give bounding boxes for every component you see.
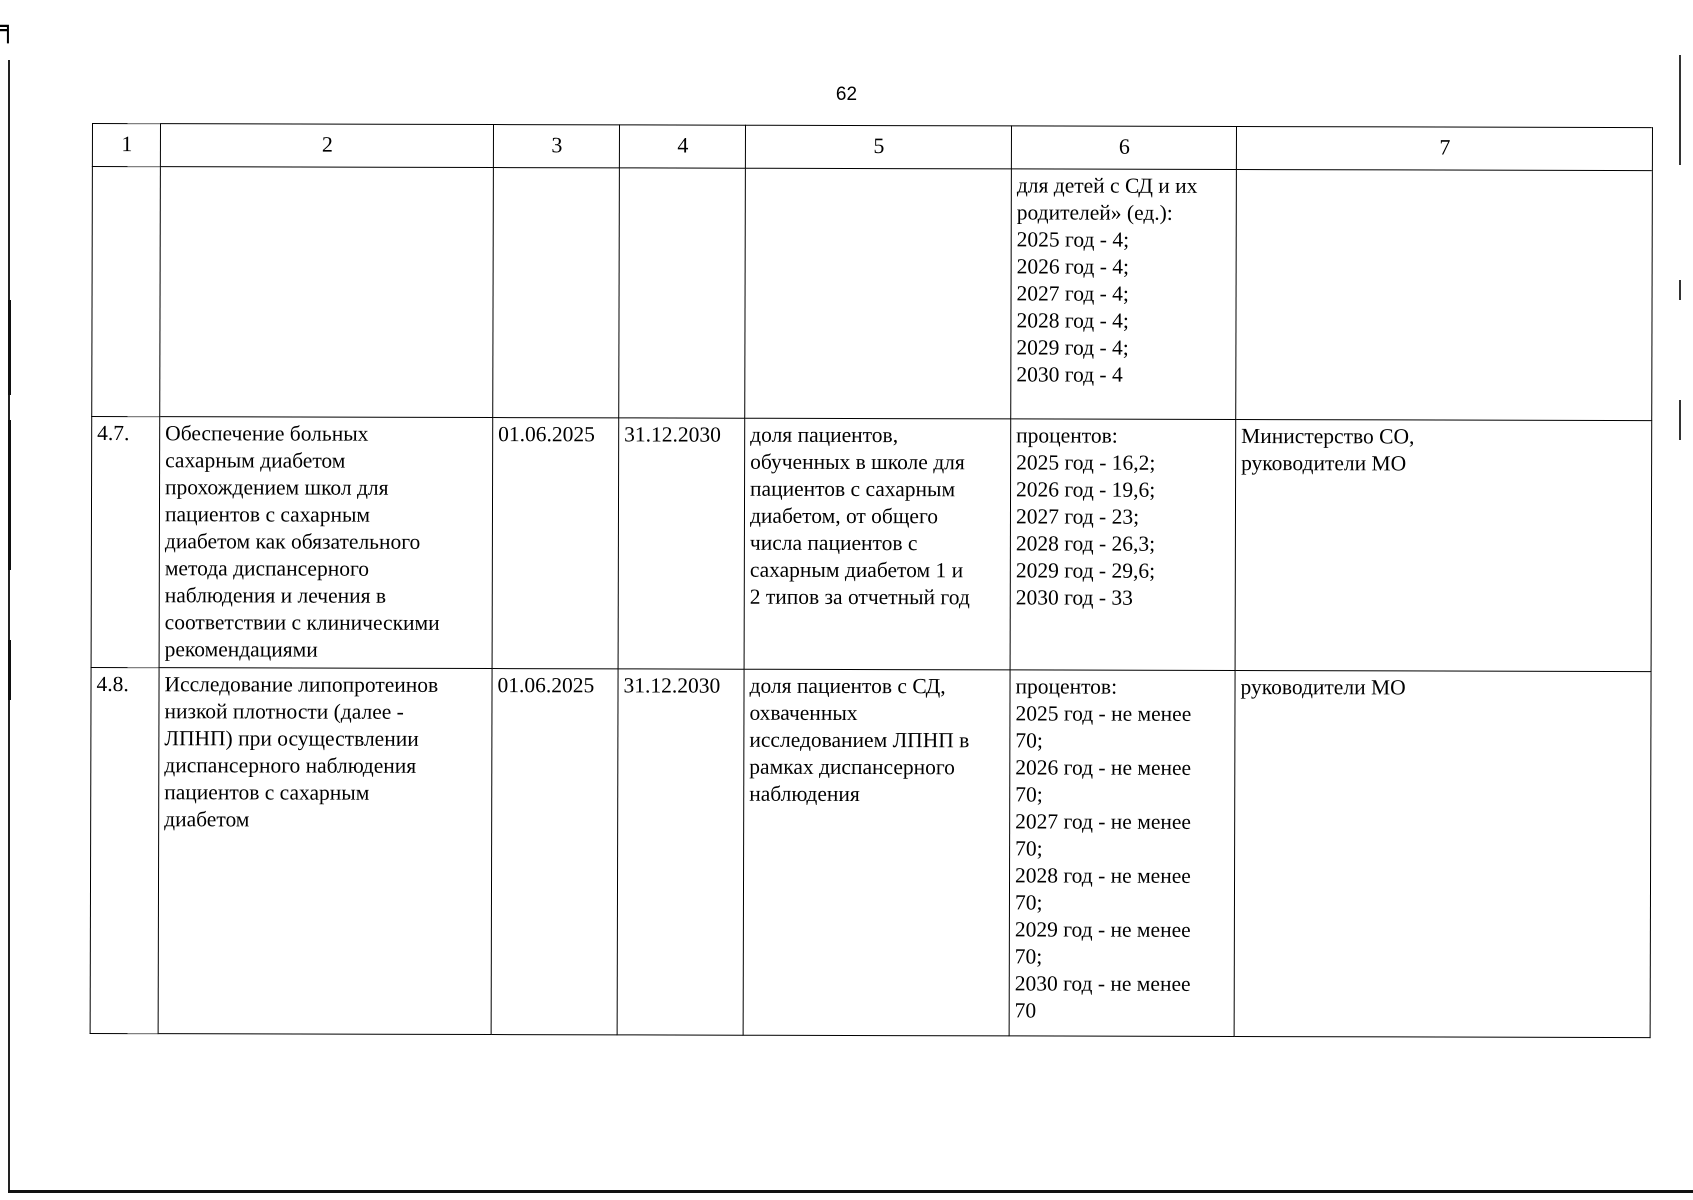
cell-line: ЛПНП) при осуществлении [164,726,419,751]
cell-event [159,417,493,669]
cell-line: 2030 год - 4 [1016,362,1123,387]
cell-responsible [1235,419,1652,671]
cell-end-date-text: 31.12.2030 [624,422,721,447]
scan-artifact [1679,55,1681,165]
table-row [90,667,1651,1037]
cell-line: исследованием ЛПНП в [749,727,970,753]
cell-line: Министерство СО, [1241,424,1415,449]
cell-line: 70; [1014,890,1043,915]
cell-line: диспансерного наблюдения [164,753,417,778]
cell-line: для детей с СД и их [1016,173,1198,198]
cell-line: Исследование липопротеинов [164,672,439,697]
cell-line: сахарным диабетом [165,448,346,473]
cell-line: диабетом, от общего [749,503,939,529]
cell-event [158,668,492,1035]
cell-event [160,167,494,418]
cell-line: обученных в школе для [750,449,965,475]
scan-artifact [8,300,11,395]
cell-line: охваченных [749,700,858,726]
cell-start-date [491,669,618,1035]
cell-line: 2026 год - не менее [1015,755,1192,780]
cell-line: руководители МО [1241,451,1407,476]
scan-artifact [1679,400,1681,440]
cell-line: 2027 год - 4; [1016,281,1129,306]
cell-start-date [492,418,619,669]
scan-artifact [8,420,11,570]
cell-line: 2 типов за отчетный год [749,584,970,610]
cell-number [90,667,159,1033]
cell-line: сахарным диабетом 1 и [749,557,964,583]
cell-line: 70; [1015,782,1043,807]
scan-border-left [8,60,10,1192]
cell-line: наблюдения и лечения в [164,583,387,608]
scan-artifact [8,640,11,700]
cell-target-values [1010,419,1236,671]
cell-line: числа пациентов с [749,530,918,556]
cell-number [91,417,160,668]
cell-line: доля пациентов с СД, [749,673,946,699]
scan-border-bottom [8,1190,1693,1193]
cell-line: диабетом как обязательного [164,529,421,554]
cell-line: пациентов с сахарным [164,502,371,527]
cell-number-text: 4.8. [96,672,129,697]
cell-line: рамках диспансерного [749,754,955,780]
cell-line: 70; [1014,944,1043,969]
header-col-5: 5 [745,125,1011,169]
header-col-6: 6 [1011,126,1236,170]
header-col-2: 2 [160,124,493,168]
cell-responsible [1236,169,1653,420]
cell-line: наблюдения [749,781,860,807]
cell-line: 2028 год - не менее [1015,863,1191,888]
cell-indicator [743,669,1010,1036]
cell-line: 2025 год - не менее [1015,701,1192,726]
cell-indicator [745,168,1012,419]
cell-indicator [744,418,1011,670]
cell-line: 70; [1015,836,1043,861]
cell-start-date [493,168,620,418]
cell-line: 70; [1015,728,1043,753]
scan-corner-mark: ╕ [0,14,16,44]
cell-number [92,167,161,417]
cell-line: пациентов с сахарным [750,476,956,502]
scan-artifact [1679,280,1681,300]
cell-line: прохождением школ для [165,475,389,500]
header-col-7: 7 [1236,126,1652,170]
cell-line: 2025 год - 16,2; [1016,450,1156,475]
cell-start-date-text: 01.06.2025 [497,673,595,698]
cell-line: 2027 год - не менее [1015,809,1192,834]
cell-line: 2025 год - 4; [1016,227,1130,252]
cell-line: процентов: [1015,674,1118,699]
cell-line: пациентов с сахарным [164,780,370,805]
cell-line: низкой плотности (далее - [164,699,404,724]
cell-line: процентов: [1016,423,1118,448]
cell-end-date [619,168,746,418]
table-row [92,167,1653,421]
cell-line: руководители МО [1240,675,1406,700]
cell-end-date [618,418,745,669]
cell-line: 2029 год - не менее [1014,917,1191,942]
header-col-1: 1 [92,124,160,167]
cell-line: 2028 год - 26,3; [1015,531,1156,556]
cell-line: 2030 год - 33 [1015,585,1133,610]
cell-number-text: 4.7. [97,421,130,446]
header-col-4: 4 [619,125,745,168]
cell-target-values [1009,670,1235,1037]
measures-table [90,123,1653,1038]
cell-line: соответствии с клиническими [164,610,440,635]
cell-line: Обеспечение больных [165,421,369,446]
cell-target-values [1011,169,1237,420]
table-row [91,417,1652,672]
cell-end-date-text: 31.12.2030 [623,673,721,698]
cell-line: доля пациентов, [750,422,899,448]
cell-line: 2029 год - 4; [1016,335,1129,360]
cell-end-date [617,669,744,1035]
cell-line: родителей» (ед.): [1016,200,1173,225]
cell-line: диабетом [164,807,250,832]
cell-line: 2026 год - 4; [1016,254,1130,279]
cell-line: 2028 год - 4; [1016,308,1129,333]
cell-responsible [1234,670,1651,1037]
cell-start-date-text: 01.06.2025 [498,422,595,447]
cell-line: 2030 год - не менее [1014,971,1191,996]
header-row [92,124,1652,171]
cell-line: 2026 год - 19,6; [1016,477,1156,502]
cell-line: 2029 год - 29,6; [1015,558,1156,583]
cell-line: метода диспансерного [164,556,370,581]
cell-line: 2027 год - 23; [1015,504,1140,529]
page-number: 62 [835,84,858,105]
cell-line: 70 [1014,998,1037,1023]
cell-line: рекомендациями [164,637,318,662]
header-col-3: 3 [493,125,619,168]
